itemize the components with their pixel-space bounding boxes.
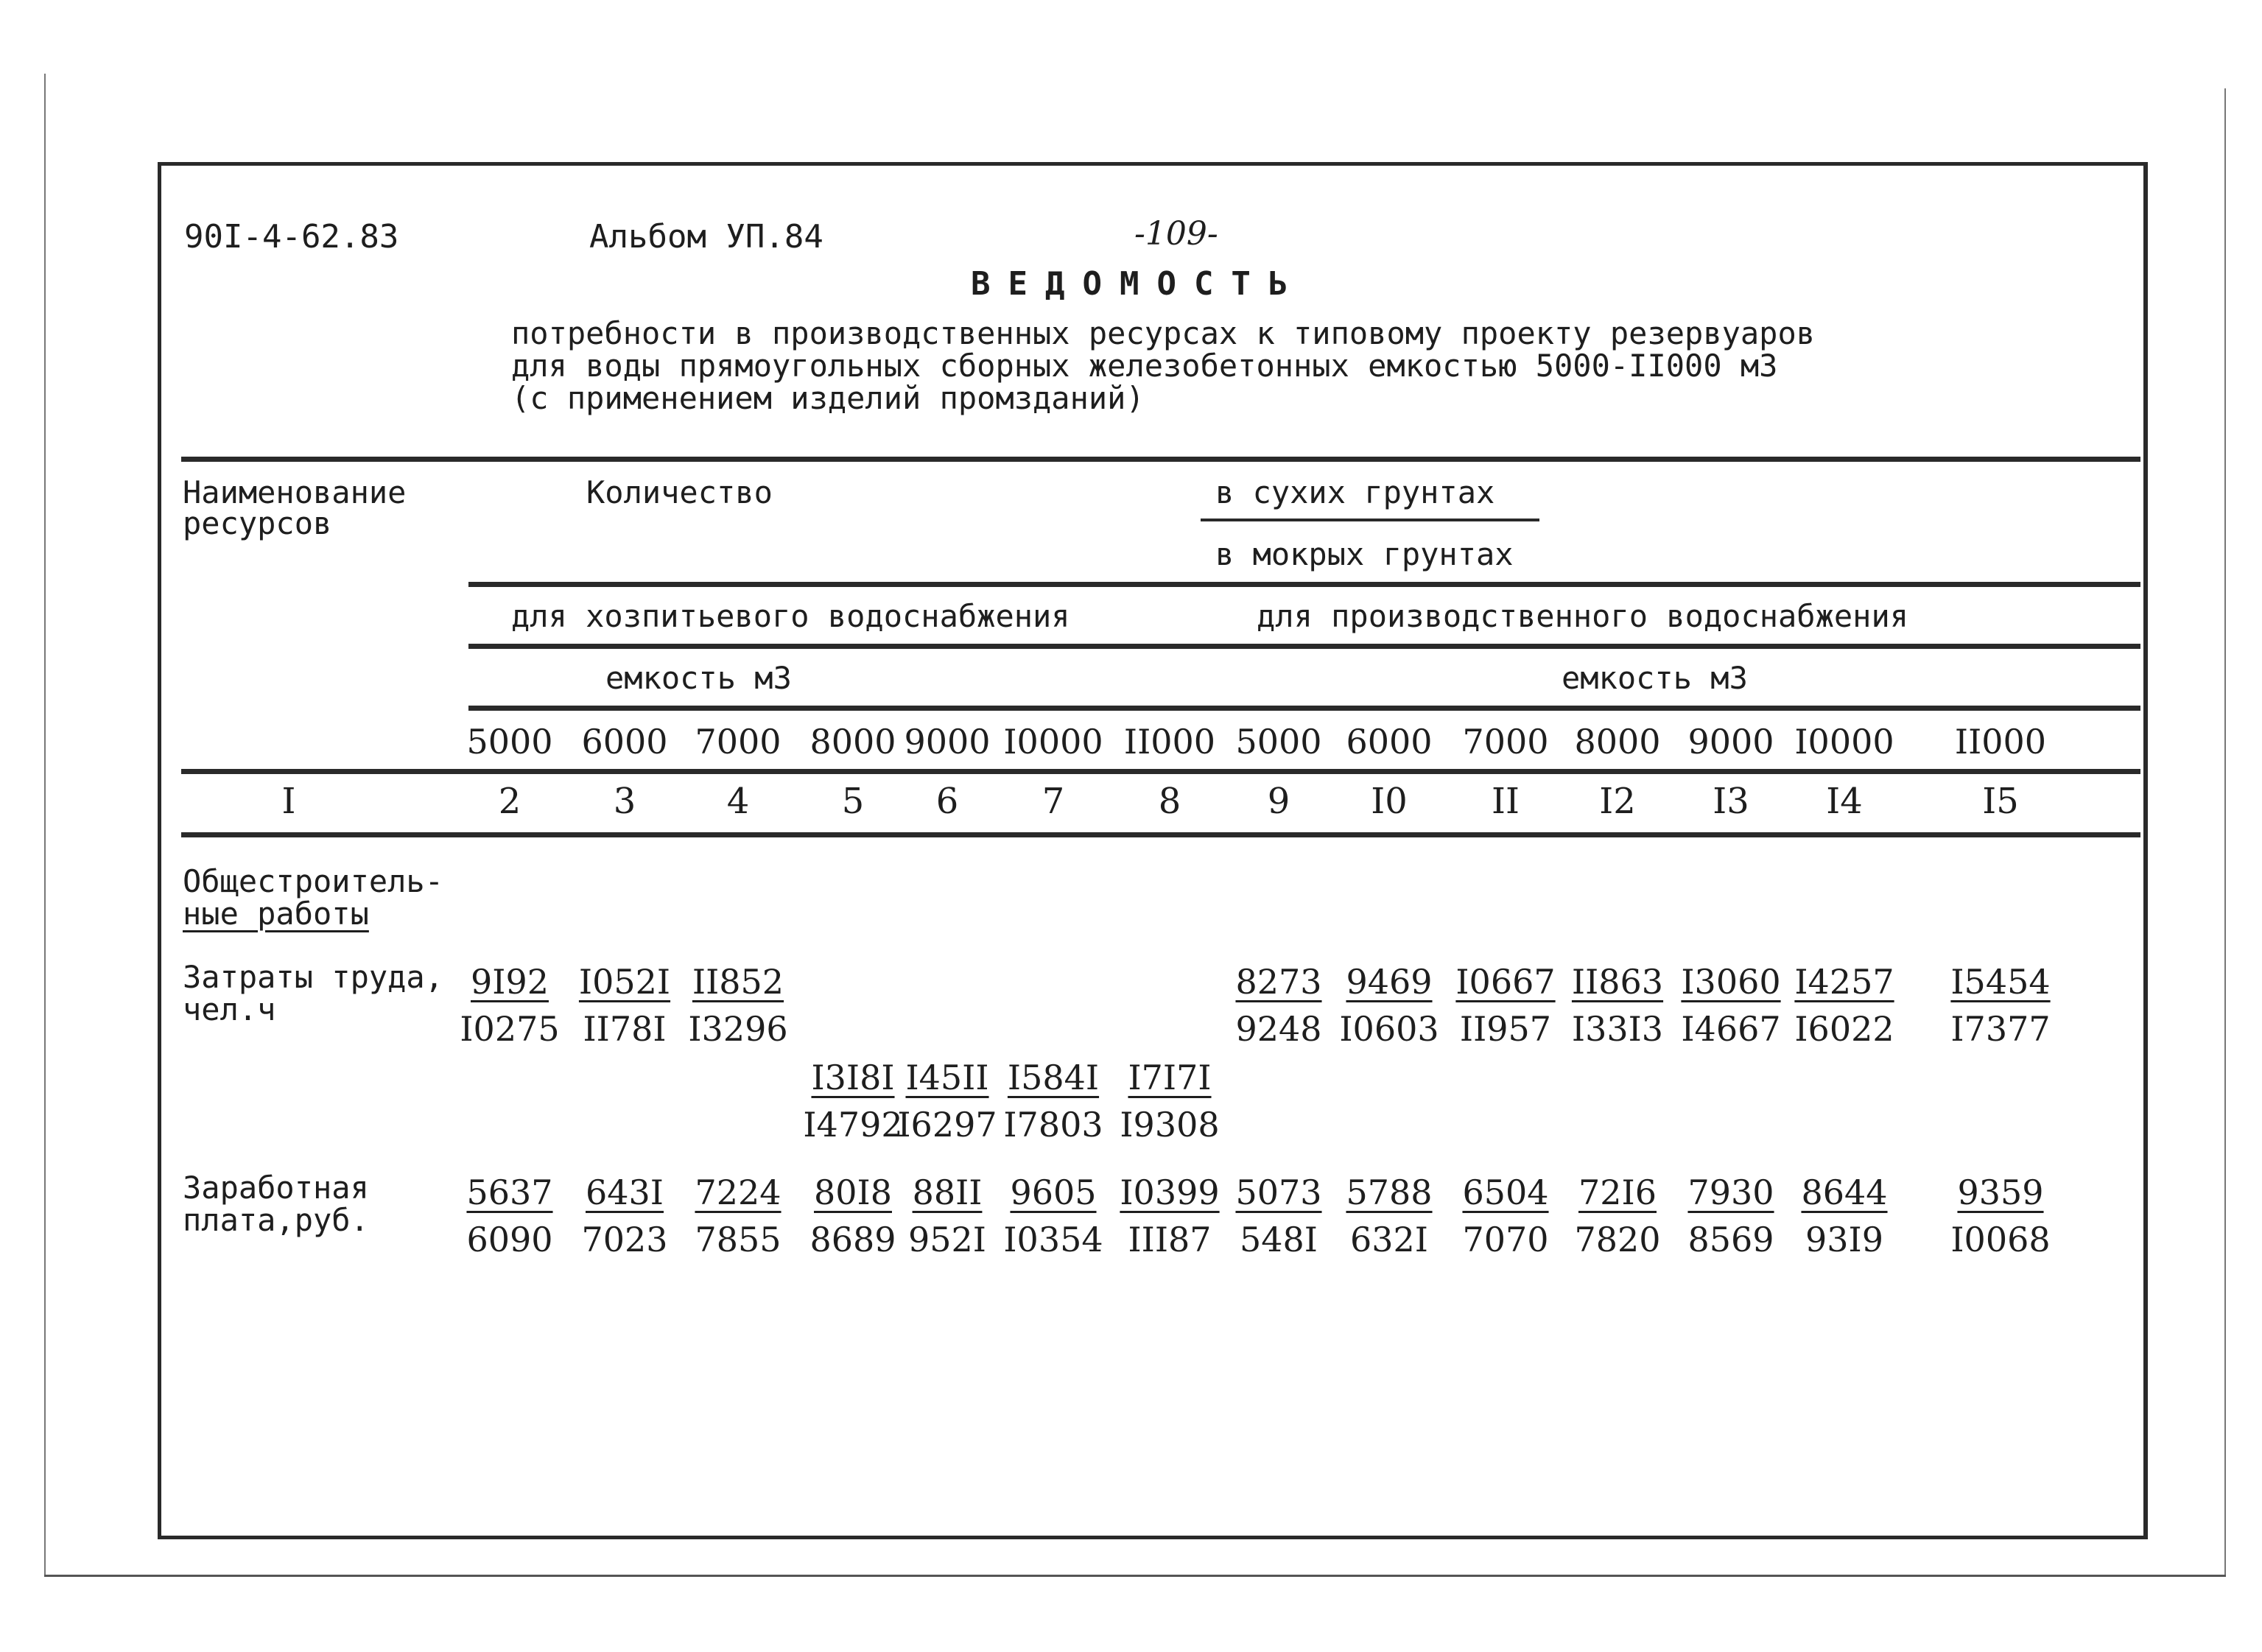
column-number: 9 (1267, 781, 1290, 822)
wages-value-upper: 5637 (466, 1173, 553, 1212)
labor-value-upper: 8273 (1235, 962, 1322, 1002)
column-number: I4 (1826, 781, 1863, 822)
capacity-value: 9000 (1687, 722, 1774, 762)
wages-value-upper: 6504 (1462, 1173, 1549, 1212)
capacity-value: 6000 (581, 722, 668, 762)
labor-value-upper: I3I8I (811, 1058, 895, 1097)
column-number: 3 (613, 781, 636, 822)
column-number: 4 (726, 781, 750, 822)
wages-value-lower: I0354 (1003, 1220, 1103, 1259)
header-industrial: для производственного водоснабжения (1257, 598, 1909, 634)
capacity-value: 7000 (695, 722, 781, 762)
wages-label-line-1: Заработная (183, 1170, 369, 1206)
labor-value-lower: I4667 (1681, 1009, 1781, 1049)
wages-value-upper: 9359 (1957, 1173, 2044, 1212)
labor-value-lower: I0603 (1339, 1009, 1439, 1049)
wages-value-upper: 7930 (1687, 1173, 1774, 1212)
header-name-line-1: Наименование (183, 474, 407, 510)
labor-label-line-1: Затраты труда, (183, 959, 444, 995)
wages-value-upper: 7224 (695, 1173, 781, 1212)
wages-value-upper: 5073 (1235, 1173, 1322, 1212)
header-rule-6 (181, 832, 2140, 837)
header-dry-soils: в сухих грунтах (1215, 474, 1495, 510)
capacity-value: 8000 (1574, 722, 1661, 762)
wages-value-lower: 6090 (466, 1220, 553, 1259)
wages-value-lower: 548I (1240, 1220, 1318, 1259)
wages-value-upper: 9605 (1010, 1173, 1097, 1212)
column-number: 5 (841, 781, 865, 822)
labor-value-lower: II957 (1459, 1009, 1552, 1049)
column-number: I2 (1599, 781, 1636, 822)
wages-value-upper: 72I6 (1578, 1173, 1657, 1212)
column-number: II (1492, 781, 1520, 822)
wages-value-lower: 952I (908, 1220, 986, 1259)
labor-value-upper: I5454 (1950, 962, 2051, 1002)
column-number: I3 (1713, 781, 1749, 822)
capacity-value: II000 (1954, 722, 2047, 762)
wages-value-lower: I0068 (1950, 1220, 2051, 1259)
wages-value-upper: 643I (586, 1173, 664, 1212)
labor-value-upper: I052I (578, 962, 671, 1002)
labor-value-upper: II852 (692, 962, 784, 1002)
column-number: 2 (498, 781, 521, 822)
wages-value-upper: 88II (912, 1173, 983, 1212)
labor-value-upper: I4257 (1794, 962, 1894, 1002)
labor-value-upper: I0667 (1455, 962, 1556, 1002)
wages-value-lower: 632I (1350, 1220, 1428, 1259)
header-quantity: Количество (586, 474, 773, 510)
wages-value-lower: 8569 (1687, 1220, 1774, 1259)
labor-value-lower: 9248 (1235, 1009, 1322, 1049)
header-rule-2 (468, 582, 2140, 587)
header-rule-3 (468, 644, 2140, 649)
header-capacity-right: емкость м3 (1562, 660, 1748, 696)
labor-value-upper: 9469 (1346, 962, 1433, 1002)
labor-value-lower: I6022 (1794, 1009, 1894, 1049)
capacity-value: 5000 (1235, 722, 1322, 762)
wages-value-lower: 7820 (1574, 1220, 1661, 1259)
wages-value-lower: 93I9 (1805, 1220, 1883, 1259)
header-wet-soils: в мокрых грунтах (1215, 536, 1514, 572)
labor-value-lower: I0275 (460, 1009, 560, 1049)
wages-value-lower: 7023 (581, 1220, 668, 1259)
labor-value-lower: I33I3 (1571, 1009, 1664, 1049)
subtitle-line-3: (с применением изделий промзданий) (511, 380, 1145, 416)
header-household: для хозпитьевого водоснабжения (511, 598, 1070, 634)
wages-value-upper: 5788 (1346, 1173, 1433, 1212)
labor-value-lower: I7803 (1003, 1105, 1103, 1145)
capacity-value: 7000 (1462, 722, 1549, 762)
capacity-value: I0000 (1003, 722, 1103, 762)
labor-value-lower: II78I (583, 1009, 667, 1049)
capacity-value: 5000 (466, 722, 553, 762)
wages-label-line-2: плата,руб. (183, 1202, 369, 1238)
section-general-line-1: Общестроитель- (183, 863, 444, 899)
column-number: I5 (1982, 781, 2019, 822)
wages-value-lower: III87 (1128, 1220, 1212, 1259)
document-code: 90I-4-62.83 (184, 218, 399, 256)
capacity-value: I0000 (1794, 722, 1894, 762)
labor-value-upper: I45II (905, 1058, 989, 1097)
column-number: 7 (1042, 781, 1065, 822)
column-number: 6 (935, 781, 959, 822)
page-right-edge (2224, 88, 2226, 1576)
subtitle-line-2: для воды прямоугольных сборных железобетонных емкостью 5000-II000 м3 (511, 348, 1778, 384)
capacity-value: 8000 (809, 722, 896, 762)
labor-value-upper: II863 (1571, 962, 1664, 1002)
labor-label-line-2: чел.ч (183, 991, 276, 1027)
labor-value-upper: 9I92 (471, 962, 549, 1002)
labor-value-lower: I7377 (1950, 1009, 2051, 1049)
capacity-value: II000 (1123, 722, 1216, 762)
dry-wet-divider (1201, 519, 1539, 521)
labor-value-upper: I7I7I (1128, 1058, 1212, 1097)
header-rule-4 (468, 706, 2140, 711)
section-general-line-2: ные работы (183, 896, 369, 932)
page-left-edge (44, 74, 46, 1576)
wages-value-upper: I0399 (1120, 1173, 1220, 1212)
wages-value-lower: 8689 (809, 1220, 896, 1259)
wages-value-upper: 8644 (1801, 1173, 1888, 1212)
labor-value-upper: I3060 (1681, 962, 1781, 1002)
capacity-value: 9000 (904, 722, 991, 762)
wages-value-lower: 7855 (695, 1220, 781, 1259)
column-number: I (281, 781, 296, 822)
header-capacity-left: емкость м3 (605, 660, 792, 696)
subtitle-line-1: потребности в производственных ресурсах к типовому проекту резервуаров (511, 315, 1816, 351)
page-bottom-edge (44, 1575, 2226, 1577)
labor-value-lower: I6297 (897, 1105, 997, 1145)
labor-value-lower: I3296 (688, 1009, 788, 1049)
labor-value-lower: I9308 (1120, 1105, 1220, 1145)
wages-value-upper: 80I8 (814, 1173, 892, 1212)
document-title: ВЕДОМОСТЬ (971, 265, 1306, 303)
capacity-value: 6000 (1346, 722, 1433, 762)
album-label: Альбом УП.84 (589, 218, 823, 256)
page-number: -109- (1134, 215, 1218, 253)
column-number: 8 (1158, 781, 1181, 822)
labor-value-upper: I584I (1007, 1058, 1100, 1097)
table-top-rule (181, 457, 2140, 462)
header-name-line-2: ресурсов (183, 505, 332, 541)
labor-value-lower: I4792 (803, 1105, 903, 1145)
column-number: I0 (1371, 781, 1408, 822)
header-rule-5 (181, 769, 2140, 774)
wages-value-lower: 7070 (1462, 1220, 1549, 1259)
